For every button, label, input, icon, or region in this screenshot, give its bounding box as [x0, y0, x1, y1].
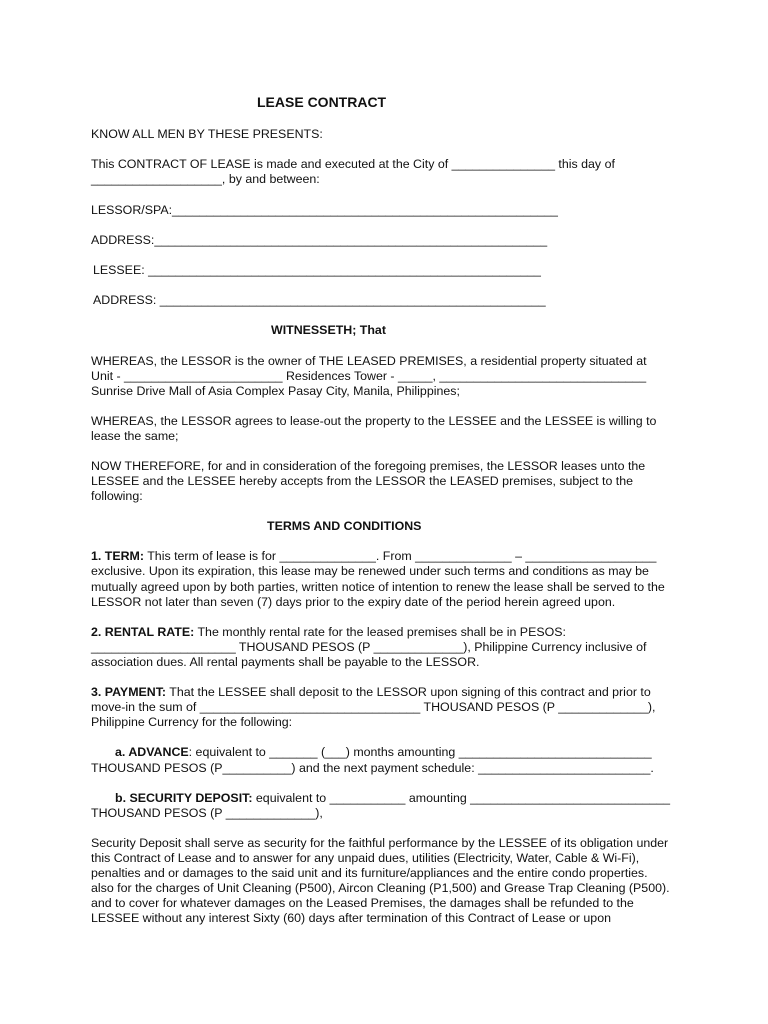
lessor-spa-field: LESSOR/SPA:________________________________________________________: [91, 203, 558, 217]
advance-line: THOUSAND PESOS (P__________) and the next payment schedule: _________________________.: [91, 761, 654, 775]
rental-text: The monthly rental rate for the leased premises shall be in PESOS:: [194, 625, 566, 639]
security-para-line: Security Deposit shall serve as security for the faithful performance by the LESSEE of its obligation under: [91, 836, 669, 850]
now-therefore-line: LESSEE and the LESSEE hereby accepts from the LESSOR the LEASED premises, subject to the: [91, 474, 634, 488]
term-line: [91, 549, 656, 564]
whereas-line: Unit - _______________________ Residences Tower - _____, ______________________________: [91, 369, 647, 383]
term-label: 1. TERM:: [91, 549, 145, 563]
payment-line: Philippine Currency for the following:: [91, 715, 293, 729]
advance-line: [115, 745, 652, 760]
security-line: THOUSAND PESOS (P _____________),: [91, 806, 323, 820]
whereas-line: Sunrise Drive Mall of Asia Complex Pasay City, Manila, Philippines;: [91, 384, 460, 398]
rental-line: _____________________ THOUSAND PESOS (P _____________), Philippine Currency inclusive of: [91, 640, 647, 654]
lessor-address-field: ADDRESS:_________________________________________________________: [91, 233, 548, 247]
term-line: exclusive. Upon its expiration, this lease may be renewed under such terms and conditions as may be: [91, 564, 649, 578]
whereas-line: lease the same;: [91, 429, 179, 443]
page-title: LEASE CONTRACT: [257, 94, 387, 110]
witnesseth-heading: WITNESSETH; That: [271, 323, 386, 337]
payment-text: That the LESSEE shall deposit to the LESSOR upon signing of this contract and prior to: [166, 685, 651, 699]
term-line: LESSOR not later than seven (7) days prior to the expiry date of the period herein agreed upon.: [91, 595, 616, 609]
whereas-line: WHEREAS, the LESSOR is the owner of THE LEASED PREMISES, a residential property situated at: [91, 354, 647, 368]
security-para-line: LESSEE without any interest Sixty (60) days after termination of this Contract of Lease or upon: [91, 911, 611, 925]
whereas-line: WHEREAS, the LESSOR agrees to lease-out the property to the LESSEE and the LESSEE is willing to: [91, 414, 657, 428]
rental-label: 2. RENTAL RATE:: [91, 625, 195, 639]
rental-line: association dues. All rental payments shall be payable to the LESSOR.: [91, 655, 480, 669]
advance-label: a. ADVANCE: [115, 745, 189, 759]
payment-line: move-in the sum of ________________________________ THOUSAND PESOS (P _____________),: [91, 700, 656, 714]
advance-text: : equivalent to _______ (___) months amounting ____________________________: [188, 745, 652, 759]
contract-line: ___________________, by and between:: [91, 172, 320, 186]
payment-label: 3. PAYMENT:: [91, 685, 167, 699]
security-para-line: this Contract of Lease and to answer for any unpaid dues, utilities (Electricity, Water, Cable & Wi-Fi),: [91, 851, 640, 865]
lessee-address-field: ADDRESS: ________________________________________________________: [93, 293, 546, 307]
now-therefore-line: following:: [91, 489, 143, 503]
rental-line: [91, 625, 566, 640]
payment-line: [91, 685, 651, 700]
term-text: This term of lease is for ______________. From ______________ – ___________________: [144, 549, 657, 563]
term-line: mutually agreed upon by both parties, written notice of intention to renew the lease shall be served to the: [91, 580, 665, 594]
security-para-line: penalties and or damages to the said unit and its furniture/appliances and the entire condo properties.: [91, 866, 648, 880]
security-para-line: and to cover for whatever damages on the Leased Premises, the damages shall be refunded to the: [91, 896, 634, 910]
terms-heading: TERMS AND CONDITIONS: [267, 519, 422, 533]
security-text: equivalent to ___________ amounting _____________________________: [252, 791, 671, 805]
now-therefore-line: NOW THEREFORE, for and in consideration of the foregoing premises, the LESSOR leases unto the: [91, 459, 646, 473]
lessee-field: LESSEE: _________________________________________________________: [93, 263, 541, 277]
intro-line: KNOW ALL MEN BY THESE PRESENTS:: [91, 127, 323, 141]
security-label: b. SECURITY DEPOSIT:: [115, 791, 253, 805]
security-line: [115, 791, 670, 806]
security-para-line: also for the charges of Unit Cleaning (P500), Aircon Cleaning (P1,500) and Grease Trap Cleaning (P500).: [91, 881, 670, 895]
contract-line: This CONTRACT OF LEASE is made and executed at the City of _______________ this day of: [91, 157, 615, 171]
